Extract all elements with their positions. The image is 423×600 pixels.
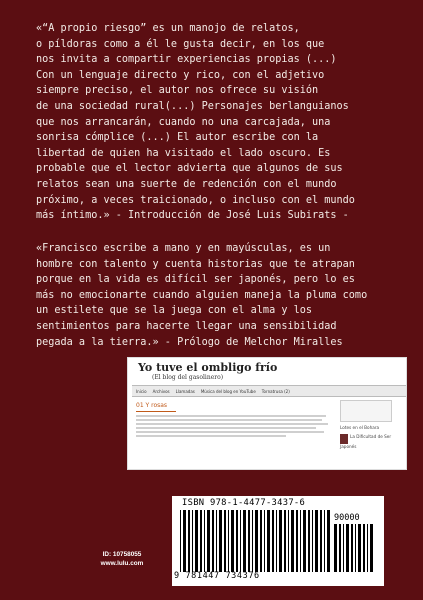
barcode-bar [346, 524, 349, 572]
blog-nav-item: Llamadas [175, 388, 195, 394]
price-code: 90000 [334, 513, 360, 523]
barcode-bar [216, 510, 217, 572]
barcode-bar [300, 510, 301, 572]
barcode-bar [324, 510, 325, 572]
barcode-bar [224, 510, 226, 572]
barcode-bar [260, 510, 262, 572]
blog-nav-item: Música del blog en YouTube [200, 388, 256, 394]
barcode-bar [204, 510, 205, 572]
barcode-bar [195, 510, 198, 572]
barcode-bar [358, 524, 361, 572]
quote-line: «“A propio riesgo” es un manojo de relatos, [36, 23, 300, 34]
barcode-bar [183, 510, 186, 572]
prologue-quote [36, 241, 367, 350]
barcode-bar [243, 510, 246, 572]
quote-line: más íntimo.» - Introducción de José Luis Subirats - [36, 210, 349, 222]
quote-line: Con un lenguaje directo y rico, con el adjetivo [36, 69, 325, 81]
barcode-bar [284, 510, 286, 572]
quote-line: hombre con talento y cuenta historias que te atrapan [36, 258, 355, 270]
barcode-bar [207, 510, 210, 572]
quote-line: un estilete que se la juega con el alma y los [36, 305, 313, 317]
blog-nav-item: Inicio [136, 388, 147, 394]
blog-nav-item: Archivos [152, 388, 170, 394]
quote-line: próximo, a veces traicionado, o incluso con el mundo [36, 194, 355, 206]
quote-line: o píldoras como a él le gusta decir, en los que [36, 38, 325, 50]
barcode-bar [236, 510, 238, 572]
barcode-bar [272, 510, 274, 572]
barcode-bar [288, 510, 289, 572]
quote-line: sonrisa cómplice (...) El autor escribe con la [36, 132, 319, 144]
quote-line: nos invita a compartir experiencias propias (...) [36, 54, 337, 66]
barcode-bar [279, 510, 282, 572]
quote-line: pegada a la tierra.» - Prólogo de Melchor Miralles [36, 336, 343, 348]
barcode-bar [240, 510, 241, 572]
barcode-bar [228, 510, 229, 572]
barcode-bar [219, 510, 222, 572]
barcode-bar [188, 510, 190, 572]
blog-sidebar [340, 400, 400, 468]
barcode-bar [334, 524, 337, 572]
barcode-bar [267, 510, 270, 572]
barcode-bar [370, 524, 373, 572]
barcode-bar [343, 524, 344, 572]
quote-line: porque en la vida es difícil ser japonés, pero lo es [36, 274, 355, 286]
sidebar-widget [340, 400, 392, 422]
barcode-digits: 9 781447 734376 [174, 571, 260, 581]
barcode-bar [255, 510, 258, 572]
barcode-bar [276, 510, 277, 572]
isbn-barcode [172, 496, 384, 586]
quote-line: relatos sean una suerte de redención con el mundo [36, 178, 337, 190]
barcode-bar [264, 510, 265, 572]
isbn-label: ISBN 978-1-4477-3437-6 [182, 498, 306, 508]
barcode-bar [312, 510, 313, 572]
book-thumbnail-icon [340, 434, 348, 444]
barcode-bar [367, 524, 368, 572]
quote-line: siempre preciso, el autor nos ofrece su visión [36, 85, 319, 97]
quote-line: sentimientos para hacerte llegar una sensibilidad [36, 320, 337, 332]
barcode-bar [252, 510, 253, 572]
lulu-id-number: ID: 10758055 [102, 551, 142, 558]
blog-subtitle: (El blog del gasolinero) [152, 374, 224, 381]
quote-line: de una sociedad rural(...) Personajes berlanguianos [36, 100, 349, 112]
blog-title: Yo tuve el ombligo frío [138, 361, 278, 374]
barcode-bar [351, 524, 353, 572]
introduction-quote [36, 21, 355, 224]
quote-line: probable que el lector advierta que algunos de sus [36, 163, 343, 175]
blog-nav [132, 385, 407, 397]
quote-line: más no emocionarte cuando alguien maneja la pluma como [36, 289, 368, 301]
barcode-bar [200, 510, 202, 572]
barcode-bar [192, 510, 193, 572]
blog-screenshot [127, 357, 407, 470]
barcode-bar [315, 510, 318, 572]
quote-line: que nos arrancarán, cuando no una carcajada, una [36, 116, 331, 128]
barcode-bar [327, 510, 330, 572]
barcode-bar [231, 510, 234, 572]
price-barcode-bars [334, 524, 376, 572]
barcode-bar [296, 510, 298, 572]
barcode-bar [180, 510, 181, 572]
barcode-bar [308, 510, 310, 572]
barcode-bar [339, 524, 341, 572]
barcode-bar [291, 510, 294, 572]
blog-nav-item: Tornatrusa (2) [261, 388, 290, 394]
blog-post-text [136, 415, 332, 437]
barcode-bar [212, 510, 214, 572]
quote-line: «Francisco escribe a mano y en mayúsculas, es un [36, 243, 331, 254]
barcode-bar [303, 510, 306, 572]
barcode-bar [355, 524, 356, 572]
barcode-bar [248, 510, 250, 572]
blog-post-title: 01 Y rosas [136, 402, 168, 409]
divider [136, 411, 176, 412]
quote-line: libertad de quien ha visitado el lado oscuro. Es [36, 147, 331, 159]
blog-post [136, 400, 332, 468]
lulu-id [92, 550, 152, 568]
sidebar-link: La Dificultad de Ser Japonés [340, 434, 392, 449]
lulu-website: www.lulu.com [100, 560, 144, 567]
sidebar-link: Lotes en el Bohara [340, 425, 380, 430]
barcode-bar [320, 510, 322, 572]
barcode-bar [363, 524, 365, 572]
barcode-bars [180, 510, 330, 572]
